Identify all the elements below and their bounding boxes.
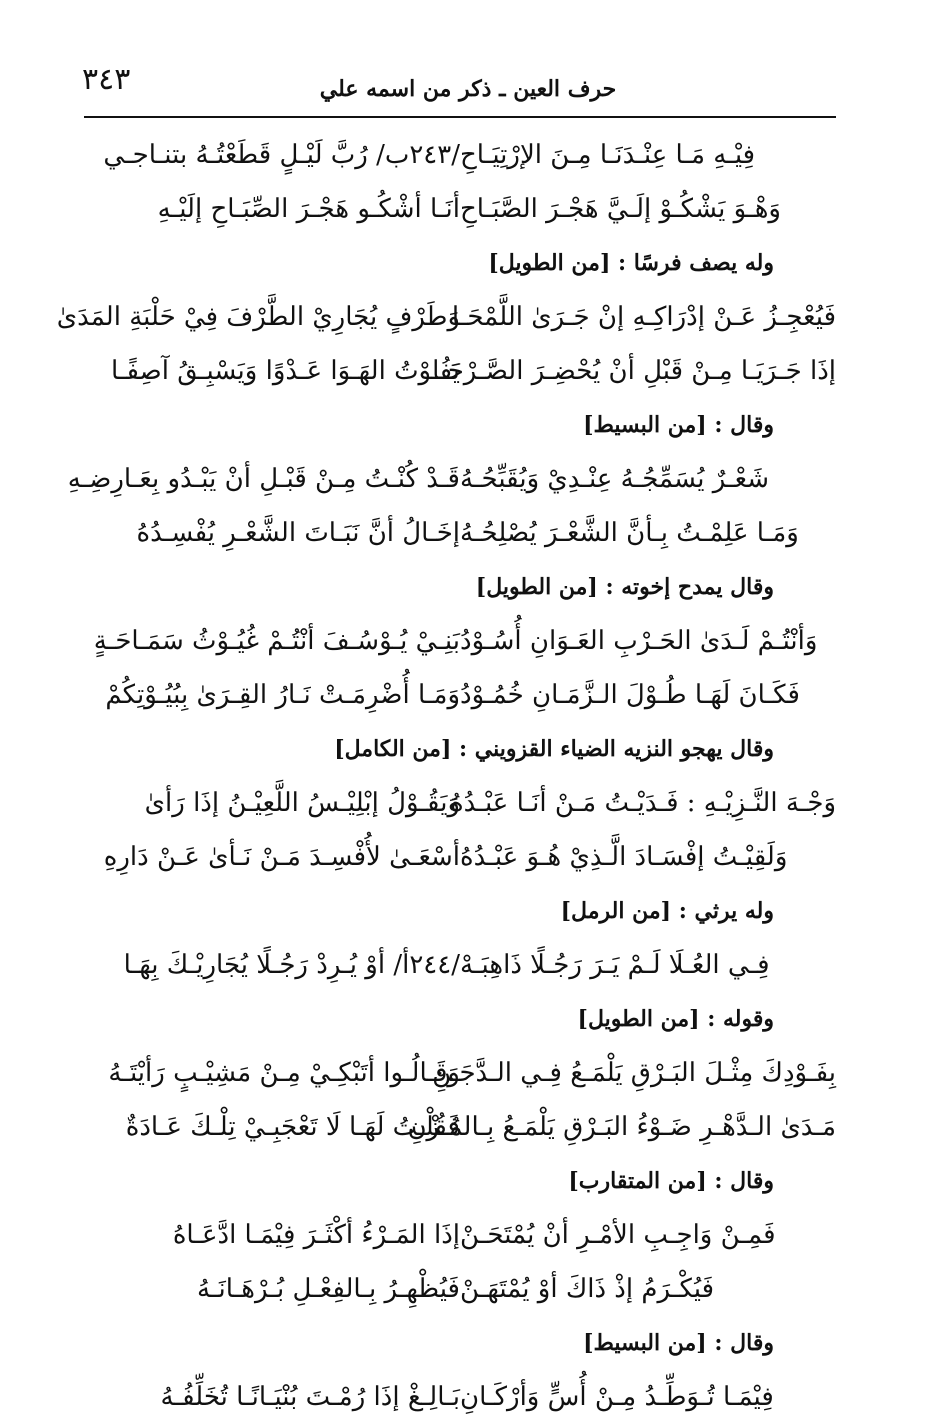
verse-line (84, 344, 836, 398)
verse-second-hemistich: فِـي العُـلَا لَـمْ يَـرَ رَجُـلًا ذَاهِبَـهْ (460, 950, 770, 980)
verse-second-hemistich: وَلَقِيْـتُ إفْسَـادَ الَّـذِيْ هُـوَ عَبْـدُهُ (460, 842, 788, 872)
verse-second-hemistich: فِيْـهِ مَـا عِنْـدَنَـا مِـنَ الإرْتِيَـاحِ (460, 140, 756, 170)
verse-second-hemistich: وَجْـهَ النَّـزِيْـهِ : فَـدَيْـتُ مَـنْ أنَـا عَبْـدُهُ (450, 788, 836, 818)
verse-line (67, 452, 836, 506)
verse-line (84, 1100, 836, 1154)
verse-first-hemistich: فَقُلْـتُ لَهَـا لَا تَعْجَبِـيْ تِلْـكَ عَـادَةٌ (125, 1112, 460, 1142)
verse-first-hemistich: بَـالِـغْ إذَا رُمْـتَ بُنْيَـانًـا تُخَلِّفُـهُ (160, 1382, 460, 1412)
verse-first-hemistich: بَنِـيْ يُـوْسُـفَ أنْتُـمْ غُيُـوْثُ سَمَـاحَـةٍ (93, 626, 460, 656)
verse-intro: وقال : [من المتقارب] (568, 1168, 774, 1194)
verse-first-hemistich: /٢٤٤أ/ أوْ يُـرِدْ رَجُـلًا يُجَارِيْـكَ بِهَـا (123, 950, 460, 980)
verse-second-hemistich: شَعْـرٌ يُسَمِّجُـهُ عِنْـدِيْ وَيُقَبِّحُـهُ (460, 464, 769, 494)
verse-line (84, 668, 836, 722)
verse-second-hemistich: وَأنْتُـمْ لَـدَىٰ الحَـرْبِ العَـوَانِ أُسُـوْدُ (460, 626, 818, 656)
verse-first-hemistich: /٢٤٣ب/ رُبَّ لَيْـلٍ قَطَعْتُـهُ بتنـاجـي (103, 140, 460, 170)
verse-line (84, 1262, 836, 1316)
verse-first-hemistich: أسْعَـىٰ لأُفْسِـدَ مَـنْ نَـأىٰ عَـنْ دَارِهِ (103, 842, 460, 872)
verse-first-hemistich: وَمَـا أُضْرِمَـتْ نَـارُ القِـرَىٰ بِبُيُـوْتِكُمْ (105, 680, 460, 710)
verse-first-hemistich: فَيُظْهِـرُ بِـالفِعْـلِ بُـرْهَـانَـهُ (196, 1274, 460, 1304)
verse-intro: وقال يمدح إخوته : [من الطويل] (475, 574, 774, 600)
verse-line (84, 1370, 836, 1424)
verse-line (84, 182, 836, 236)
verse-first-hemistich: إخَـالُ أنَّ نَبَـاتَ الشَّعْـرِ يُفْسِـدُهُ (136, 518, 460, 548)
verse-first-hemistich: وَقَـالُـوا أتَبْكِـيْ مِـنْ مَشِيْـبٍ رَأيْتَـهُ (108, 1058, 460, 1088)
verse-second-hemistich: وَهْـوَ يَشْكُـوْ إلَـيَّ هَجْـرَ الصَّبَـاحِ (460, 194, 781, 224)
verse-intro: وقال : [من البسيط] (583, 1330, 774, 1356)
verse-second-hemistich: فَيُعْجِـزُ عَـنْ إدْرَاكِـهِ إنْ جَـرَىٰ اللَّمْحَـا (451, 302, 836, 332)
verse-second-hemistich: بِفَـوْدِكَ مِثْـلَ البَـرْقِ يَلْمَـعُ فِـي الـدَّجَـنِ (432, 1058, 836, 1088)
verse-second-hemistich: فَكَـانَ لَهَـا طُـوْلَ الـزَّمَـانِ خُمُـوْدُ (460, 680, 800, 710)
verse-first-hemistich: إذَا المَـرْءُ أكْثَـرَ فِيْمَـا ادَّعَـاهُ (172, 1220, 460, 1250)
verse-line (84, 506, 836, 560)
verse-second-hemistich: فَمِـنْ وَاجِـبِ الأمْـرِ أنْ يُمْتَحَـنْ (460, 1220, 776, 1250)
verse-line (84, 614, 836, 668)
verse-intro: وقال يهجو النزيه الضياء القزويني : [من الكامل] (334, 736, 774, 762)
verse-intro: وله يصف فرسًا : [من الطويل] (488, 250, 774, 276)
verse-second-hemistich: مَـدَىٰ الـدَّهْـرِ ضَـوْءُ البَـرْقِ يَلْمَـعُ بِـالمُـزْنِ (407, 1112, 836, 1142)
poem-body (56, 128, 836, 1424)
verse-second-hemistich: فِيْمَـا تُـوَطِّـدُ مِـنْ أُسٍّ وَأرْكَـانِ (460, 1382, 774, 1412)
verse-first-hemistich: أنَـا أشْكُـو هَجْـرَ الصِّبَـاحِ إلَيْـهِ (157, 194, 460, 224)
verse-intro: وقال : [من البسيط] (583, 412, 774, 438)
verse-second-hemistich: فَيُكْـرَمُ إذْ ذَاكَ أوْ يُمْتَهَـنْ (460, 1274, 715, 1304)
verse-line (84, 128, 836, 182)
verse-line (84, 776, 836, 830)
verse-line (84, 830, 836, 884)
verse-first-hemistich: وَطَرْفٍ يُجَارِيْ الطَّرْفَ فِيْ حَلْبَةِ المَدَىٰ (56, 302, 460, 332)
verse-second-hemistich: إذَا جَـرَيَـا مِـنْ قَبْلِ أنْ يُحْضِـرَ الصَّـرْحَـا (432, 356, 836, 386)
verse-intro: وقوله : [من الطويل] (577, 1006, 774, 1032)
verse-line (84, 938, 836, 992)
verse-second-hemistich: وَمَـا عَلِمْـتُ بِـأنَّ الشَّعْـرَ يُصْلِحُـهُ (460, 518, 799, 548)
verse-intro: وله يرثي : [من الرمل] (560, 898, 774, 924)
verse-first-hemistich: يَفُـوْتُ الهَـوَا عَـدْوًا وَيَسْبِـقُ آصِفًـا (110, 356, 460, 386)
verse-first-hemistich: وَيَقُـوْلُ إبْلِيْـسُ اللَّعِيْـنُ إذَا رَأىٰ (144, 788, 460, 818)
header-rule (84, 116, 836, 118)
verse-line (84, 1046, 836, 1100)
running-head: حرف العين ـ ذكر من اسمه علي (319, 76, 617, 102)
verse-first-hemistich: قَـدْ كُنْـتُ مِـنْ قَبْـلِ أنْ يَبْـدُو بِعَـارِضِـهِ (67, 464, 460, 494)
page-number: ٣٤٣ (82, 62, 131, 97)
verse-line (56, 290, 836, 344)
verse-line (84, 1208, 836, 1262)
